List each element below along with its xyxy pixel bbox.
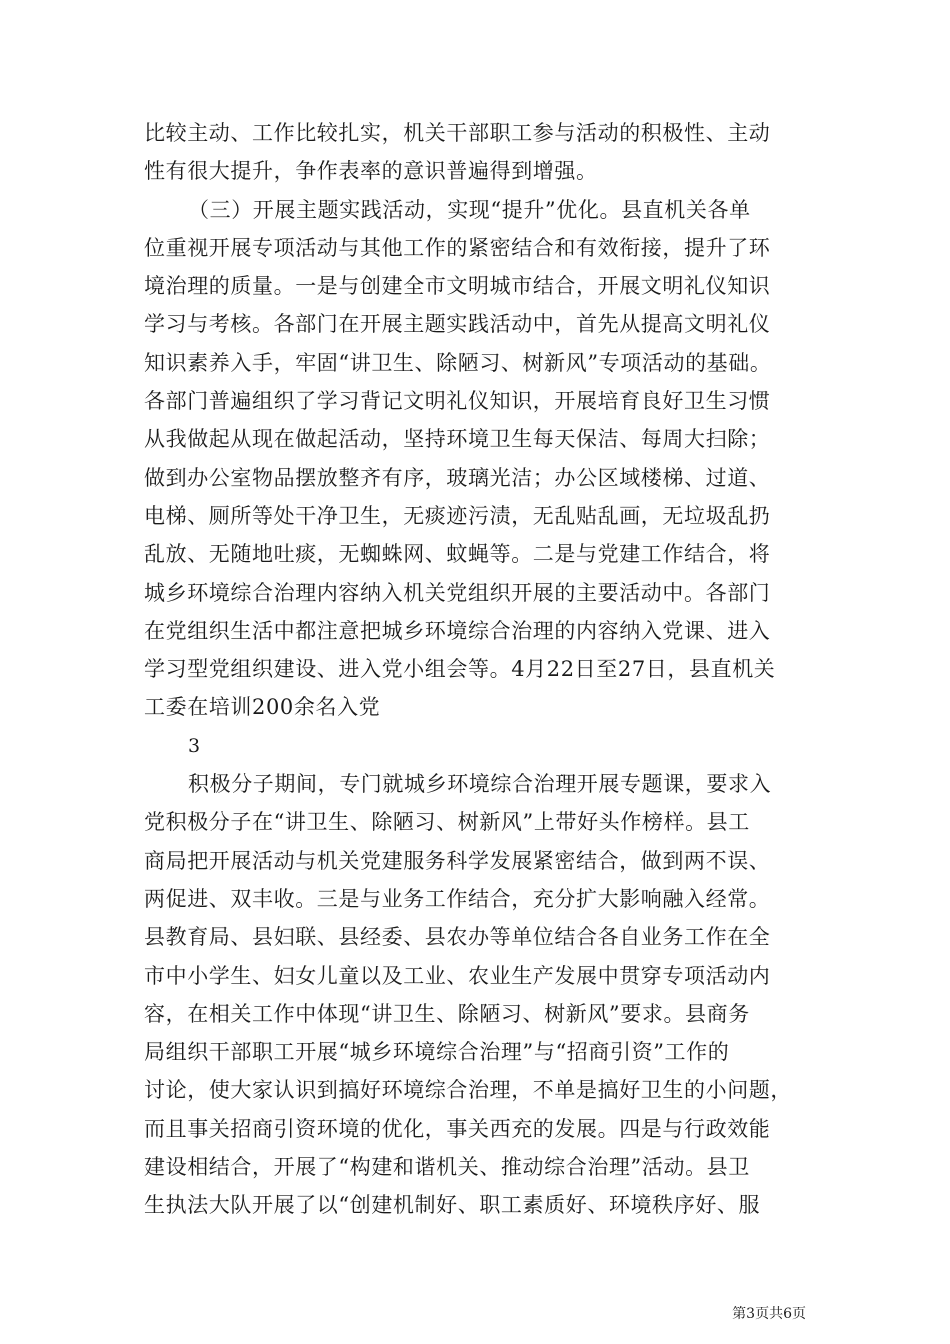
- text-line: 城乡环境综合治理内容纳入机关党组织开展的主要活动中。各部门: [144, 580, 771, 605]
- text-line: 各部门普遍组织了学习背记文明礼仪知识，开展培育良好卫生习惯: [144, 389, 771, 414]
- text-line: 在党组织生活中都注意把城乡环境综合治理的内容纳入党课、进入: [144, 618, 771, 643]
- text-line: 工委在培训200余名入党: [144, 695, 381, 720]
- text-line: 学习与考核。各部门在开展主题实践活动中，首先从提高文明礼仪: [144, 312, 771, 337]
- page-footer: 第3页共6页: [732, 1306, 806, 1322]
- text-line: 电梯、厕所等处干净卫生，无痰迹污渍，无乱贴乱画，无垃圾乱扔: [144, 503, 771, 528]
- text-line: 学习型党组织建设、进入党小组会等。4月22日至27日，县直机关: [144, 657, 776, 682]
- text-line: 党积极分子在“讲卫生、除陋习、树新风”上带好头作榜样。县工: [144, 810, 750, 835]
- text-line: 比较主动、工作比较扎实，机关干部职工参与活动的积极性、主动: [144, 121, 771, 145]
- text-line: 知识素养入手，牢固“讲卫生、除陋习、树新风”专项活动的基础。: [144, 350, 772, 375]
- paragraph-block-1: [144, 114, 814, 727]
- text-line: 市中小学生、妇女儿童以及工业、农业生产发展中贯穿专项活动内: [144, 963, 771, 988]
- text-line: 积极分子期间，专门就城乡环境综合治理开展专题课，要求入: [188, 772, 772, 797]
- text-line: 建设相结合，开展了“构建和谐机关、推动综合治理”活动。县卫: [144, 1155, 750, 1180]
- text-line: 而且事关招商引资环境的优化，事关西充的发展。四是与行政效能: [144, 1116, 771, 1141]
- text-line: 性有很大提升，争作表率的意识普遍得到增强。: [144, 159, 598, 184]
- text-line: 从我做起从现在做起活动，坚持环境卫生每天保洁、每周大扫除；: [144, 427, 771, 452]
- text-line: 商局把开展活动与机关党建服务科学发展紧密结合，做到两不误、: [144, 848, 771, 873]
- document-body: [144, 114, 814, 1225]
- text-line: 两促进、双丰收。三是与业务工作结合，充分扩大影响融入经常。: [144, 886, 771, 911]
- text-line: 县教育局、县妇联、县经委、县农办等单位结合各自业务工作在全: [144, 925, 771, 950]
- text-line: 生执法大队开展了以“创建机制好、职工素质好、环境秩序好、服: [144, 1193, 761, 1218]
- text-line: 做到办公室物品摆放整齐有序，玻璃光洁；办公区域楼梯、过道、: [144, 465, 771, 490]
- text-line: 讨论，使大家认识到搞好环境综合治理，不单是搞好卫生的小问题，: [144, 1078, 792, 1103]
- paragraph-block-2: [144, 765, 814, 1225]
- text-line: 乱放、无随地吐痰，无蜘蛛网、蚊蝇等。二是与党建工作结合，将: [144, 542, 771, 567]
- text-line: 位重视开展专项活动与其他工作的紧密结合和有效衔接，提升了环: [144, 235, 771, 260]
- text-line: （三）开展主题实践活动，实现“提升”优化。县直机关各单: [188, 197, 751, 222]
- inline-page-number: 3: [188, 734, 201, 757]
- text-line: 容，在相关工作中体现“讲卫生、除陋习、树新风”要求。县商务: [144, 1001, 750, 1026]
- text-line: 局组织干部职工开展“城乡环境综合治理”与“招商引资”工作的: [144, 1040, 730, 1065]
- text-line: 境治理的质量。一是与创建全市文明城市结合，开展文明礼仪知识: [144, 274, 771, 299]
